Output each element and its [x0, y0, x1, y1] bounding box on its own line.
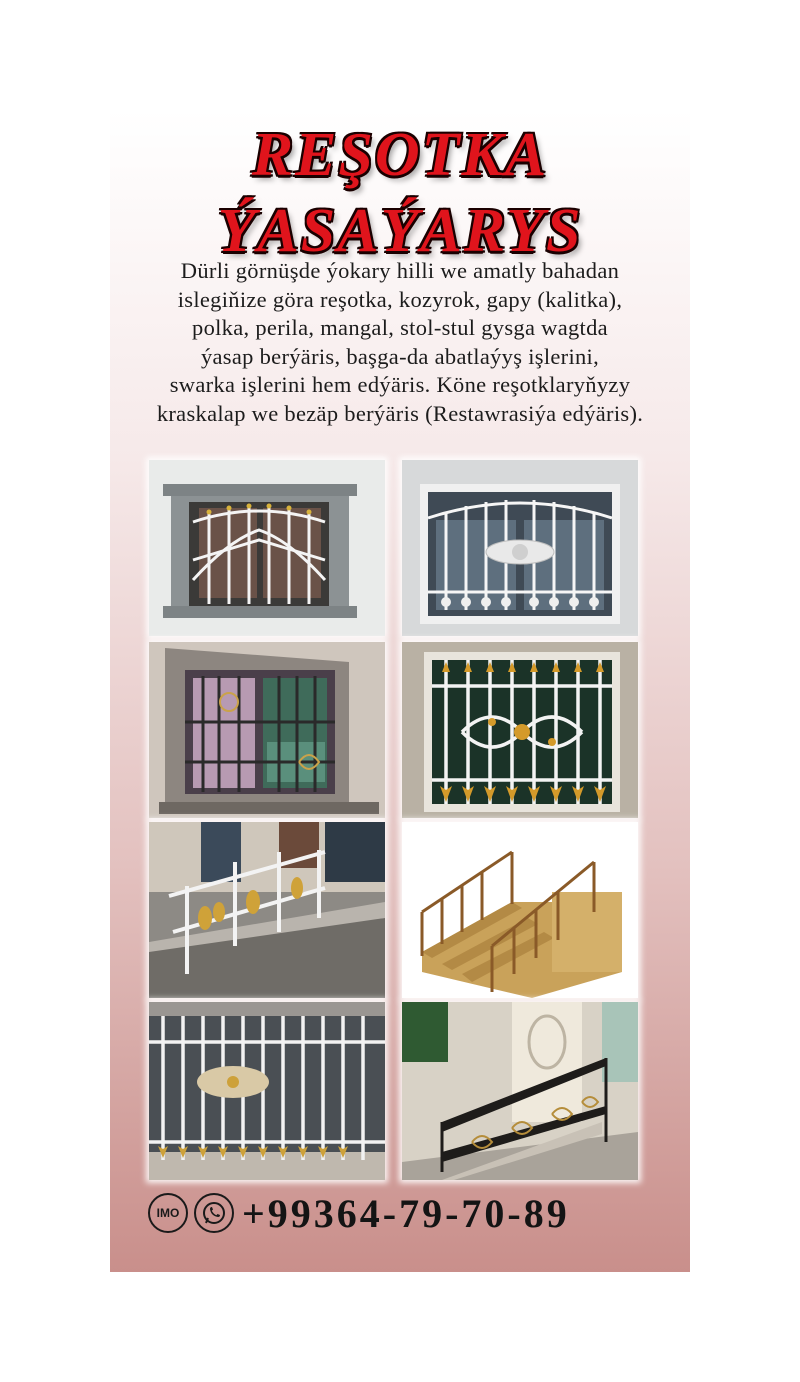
ornate-window-grille-photo: [402, 460, 638, 636]
phone-number[interactable]: +99364-79-70-89: [242, 1190, 570, 1236]
flyer: [110, 110, 690, 1272]
description-line: swarka işlerini hem edýäris. Köne reşotklaryňyzy: [169, 372, 631, 397]
framed-window-grille-photo: [149, 642, 385, 818]
entrance-railing-photo: [402, 1002, 638, 1180]
imo-icon[interactable]: [148, 1193, 188, 1233]
gold-ornament-grille-photo: [402, 642, 638, 818]
imo-label: IMO: [156, 1206, 180, 1220]
description-line: islegiňize göra reşotka, kozyrok, gapy (kalitka),: [177, 286, 623, 312]
description-line: kraskalap we bezäp berýäris (Restawrasiýa edýäris).: [156, 400, 644, 426]
window-grille-photo: [149, 460, 385, 636]
whatsapp-icon[interactable]: [194, 1193, 234, 1233]
white-fence-grille-photo: [149, 1002, 385, 1180]
description: [118, 257, 682, 428]
title-line-2: ÝASAÝARYS: [217, 197, 583, 265]
contact-bar: [148, 1189, 570, 1237]
description-line: Dürli görnüşde ýokary hilli we amatly bahadan: [180, 258, 620, 283]
description-line: polka, perila, mangal, stol-stul gysga wagtda: [192, 315, 608, 340]
description-line: ýasap berýäris, başga-da abatlaýyş işlerini,: [200, 343, 600, 369]
stair-railing-photo: [402, 822, 638, 998]
title-line-1: REŞOTKA: [251, 121, 549, 189]
whatsapp-phone-icon: [201, 1200, 227, 1226]
ramp-railing-photo: [149, 822, 385, 998]
